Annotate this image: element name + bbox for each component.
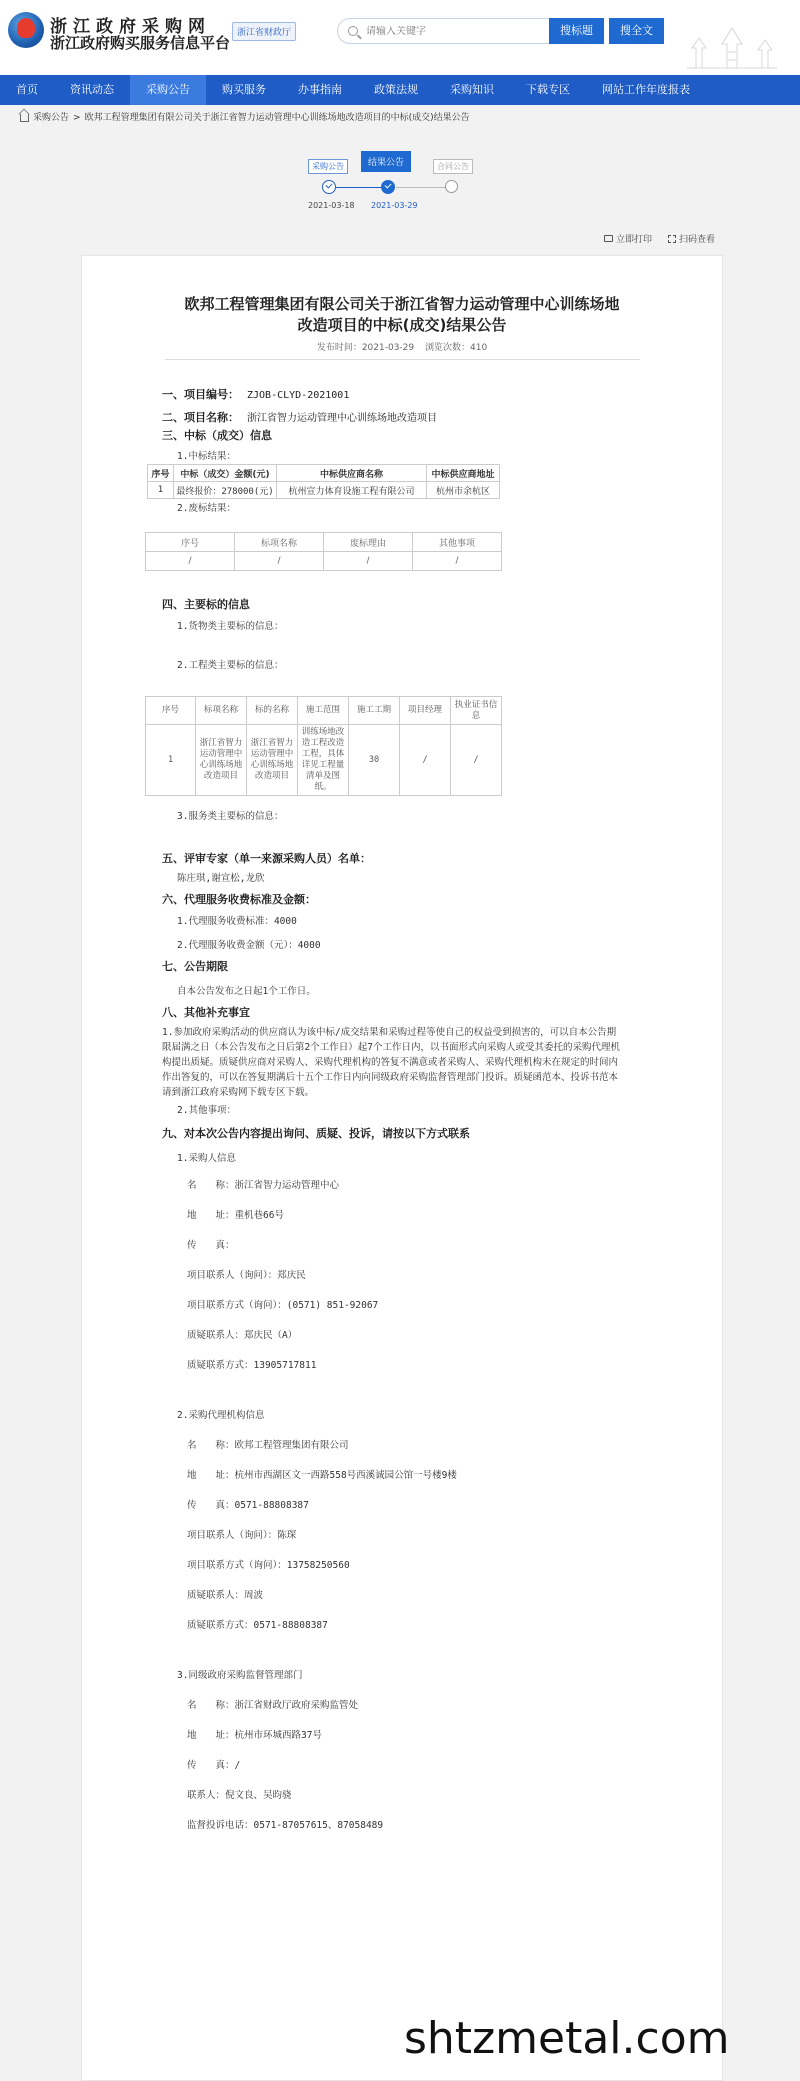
step-contract-notice: 合同公告 xyxy=(433,159,473,174)
table-header: 施工范围 xyxy=(298,697,349,725)
table-row xyxy=(146,725,502,796)
title-divider xyxy=(165,359,640,360)
project-number: ZJOB-CLYD-2021001 xyxy=(247,390,350,401)
article-title-line2: 改造项目的中标(成交)结果公告 xyxy=(297,316,507,334)
step-dot-done xyxy=(322,180,336,194)
award-table xyxy=(147,464,500,499)
table-cell: 训练场地改造工程改造工程，具体详见工程量清单及图纸。 xyxy=(298,725,349,796)
agency-name: 名 称：欧邦工程管理集团有限公司 xyxy=(187,1440,349,1451)
search-input[interactable] xyxy=(366,26,536,37)
table-cell: 杭州市余杭区 xyxy=(427,482,500,499)
table-header: 执业证书信息 xyxy=(451,697,502,725)
table-header: 标的名称 xyxy=(247,697,298,725)
purchaser-name: 名 称：浙江省智力运动管理中心 xyxy=(187,1180,340,1191)
table-header: 标项名称 xyxy=(235,533,324,552)
table-cell: 1 xyxy=(148,482,174,499)
breadcrumb-separator: > xyxy=(73,113,81,123)
table-header: 序号 xyxy=(146,697,196,725)
table-cell: / xyxy=(324,552,413,571)
table-cell: / xyxy=(235,552,324,571)
print-label: 立即打印 xyxy=(615,235,652,245)
notice-period: 自本公告发布之日起1个工作日。 xyxy=(177,986,316,997)
table-header: 中标（成交）金额(元) xyxy=(174,465,277,482)
section-other-matters: 八、其他补充事宜 xyxy=(162,1006,250,1019)
table-cell: 1 xyxy=(146,725,196,796)
supervisor-address: 地 址：杭州市环城西路37号 xyxy=(187,1730,322,1741)
step-date-1: 2021-03-18 xyxy=(308,201,355,210)
table-cell: / xyxy=(451,725,502,796)
article-title-line1: 欧邦工程管理集团有限公司关于浙江省智力运动管理中心训练场地 xyxy=(184,295,620,313)
step-dot-current xyxy=(381,180,395,194)
supervisor-name: 名 称：浙江省财政厅政府采购监管处 xyxy=(187,1700,359,1711)
table-cell: / xyxy=(413,552,502,571)
section-label: 一、项目编号： xyxy=(162,388,239,401)
step-result-notice[interactable]: 结果公告 xyxy=(361,151,411,172)
goods-items-label: 1.货物类主要标的信息： xyxy=(177,621,284,632)
purchaser-fax: 传 真： xyxy=(187,1240,235,1251)
supervisor-contact: 联系人：倪文良、吴昀骁 xyxy=(187,1790,292,1801)
table-header-row xyxy=(146,697,502,725)
section-project-name xyxy=(162,409,437,425)
supervisor-complaint-phone: 监督投诉电话：0571-87057615、87058489 xyxy=(187,1820,384,1831)
table-row xyxy=(148,482,500,499)
breadcrumb xyxy=(0,105,800,131)
nav-download[interactable]: 下载专区 xyxy=(526,83,570,96)
agency-complaint-phone: 质疑联系方式：0571-88808387 xyxy=(187,1620,328,1631)
nav-policy[interactable]: 政策法规 xyxy=(374,83,418,96)
agency-contact-phone: 项目联系方式（询问）：13758250560 xyxy=(187,1560,350,1571)
main-nav xyxy=(0,75,800,105)
nav-knowledge[interactable]: 采购知识 xyxy=(450,83,494,96)
nav-procurement-notice[interactable]: 采购公告 xyxy=(130,75,206,105)
brand-title[interactable]: 浙江政府采购网 xyxy=(50,17,211,37)
step-procurement-notice[interactable]: 采购公告 xyxy=(308,159,348,174)
table-header: 施工工期 xyxy=(349,697,400,725)
supervisor-fax: 传 真：/ xyxy=(187,1760,241,1771)
table-header: 序号 xyxy=(148,465,174,482)
agency-fax: 传 真：0571-88808387 xyxy=(187,1500,309,1511)
agency-contact: 项目联系人（询问）：陈琛 xyxy=(187,1530,297,1541)
service-items-label: 3.服务类主要标的信息： xyxy=(177,811,284,822)
article-card xyxy=(81,255,723,2081)
section-award-info: 三、中标（成交）信息 xyxy=(162,429,272,442)
fee-amount: 2.代理服务收费金额（元）：4000 xyxy=(177,940,321,951)
step-line-2 xyxy=(396,187,446,188)
search-box xyxy=(337,18,550,44)
purchaser-complaint-phone: 质疑联系方式：13905717811 xyxy=(187,1360,317,1371)
scan-button[interactable] xyxy=(668,232,715,245)
home-icon xyxy=(20,114,29,122)
nav-guide[interactable]: 办事指南 xyxy=(298,83,342,96)
agency-info-title: 2.采购代理机构信息 xyxy=(177,1410,265,1421)
print-button[interactable] xyxy=(604,232,652,245)
nav-purchase-service[interactable]: 购买服务 xyxy=(222,83,266,96)
site-header xyxy=(0,0,800,75)
award-result-label: 1.中标结果： xyxy=(177,451,236,462)
purchaser-address: 地 址：重机巷66号 xyxy=(187,1210,284,1221)
other-matters-label: 2.其他事项： xyxy=(177,1105,236,1116)
pagoda-decoration-icon xyxy=(682,20,782,70)
table-cell: 杭州宣力体育设施工程有限公司 xyxy=(277,482,427,499)
table-header: 序号 xyxy=(146,533,235,552)
purchaser-info-title: 1.采购人信息 xyxy=(177,1153,236,1164)
table-cell: / xyxy=(400,725,451,796)
agency-complaint-contact: 质疑联系人：周波 xyxy=(187,1590,264,1601)
section-main-items: 四、主要标的信息 xyxy=(162,598,250,611)
search-icon xyxy=(348,26,358,36)
scan-label: 扫码查看 xyxy=(678,235,715,245)
breadcrumb-current: 欧邦工程管理集团有限公司关于浙江省智力运动管理中心训练场地改造项目的中标(成交)结果公告 xyxy=(84,113,470,123)
table-header: 其他事项 xyxy=(413,533,502,552)
notice-progress xyxy=(0,131,800,231)
failed-bid-table xyxy=(145,532,502,571)
agency-address: 地 址：杭州市西湖区文一西路558号西溪诚园公馆一号楼9楼 xyxy=(187,1470,457,1481)
section-contacts: 九、对本次公告内容提出询问、质疑、投诉，请按以下方式联系 xyxy=(162,1127,470,1140)
project-name: 浙江省智力运动管理中心训练场地改造项目 xyxy=(247,413,437,424)
table-cell: / xyxy=(146,552,235,571)
table-cell: 30 xyxy=(349,725,400,796)
expert-names: 陈庄琪,谢宣松,龙欣 xyxy=(177,873,265,884)
supervisor-info-title: 3.同级政府采购监督管理部门 xyxy=(177,1670,303,1681)
article-title xyxy=(82,294,722,336)
fee-standard: 1.代理服务收费标准：4000 xyxy=(177,916,297,927)
section-label: 二、项目名称： xyxy=(162,411,239,424)
article-meta xyxy=(82,340,722,353)
table-header: 中标供应商地址 xyxy=(427,465,500,482)
view-count: 浏览次数：410 xyxy=(425,343,488,353)
table-cell: 浙江省智力运动管理中心训练场地改造项目 xyxy=(196,725,247,796)
section-notice-period: 七、公告期限 xyxy=(162,960,228,973)
purchaser-contact: 项目联系人（询问）：郑庆民 xyxy=(187,1270,306,1281)
brand-subtitle[interactable]: 浙江政府购买服务信息平台 xyxy=(50,34,231,52)
engineering-table xyxy=(145,696,502,796)
watermark: shtzmetal.com xyxy=(404,2013,730,2064)
publish-time: 发布时间：2021-03-29 xyxy=(316,343,415,353)
article-tools xyxy=(604,232,715,245)
search-fulltext-button[interactable]: 搜全文 xyxy=(609,18,664,44)
step-date-2: 2021-03-29 xyxy=(371,201,418,210)
purchaser-complaint-contact: 质疑联系人：郑庆民（A） xyxy=(187,1330,298,1341)
table-header: 项目经理 xyxy=(400,697,451,725)
table-header: 中标供应商名称 xyxy=(277,465,427,482)
step-dot-pending xyxy=(445,180,458,193)
table-header-row xyxy=(148,465,500,482)
section-agency-fee: 六、代理服务收费标准及金额： xyxy=(162,893,316,906)
qrcode-icon xyxy=(668,235,676,243)
engineering-items-label: 2.工程类主要标的信息： xyxy=(177,660,284,671)
site-logo[interactable] xyxy=(8,12,44,48)
section-experts: 五、评审专家（单一来源采购人员）名单： xyxy=(162,852,371,865)
department-badge[interactable]: 浙江省财政厅 xyxy=(232,22,296,41)
failed-bid-label: 2.废标结果： xyxy=(177,503,236,514)
table-cell: 浙江省智力运动管理中心训练场地改造项目 xyxy=(247,725,298,796)
nav-news[interactable]: 资讯动态 xyxy=(70,83,114,96)
section-project-number xyxy=(162,386,349,402)
table-header-row xyxy=(146,533,502,552)
nav-annual-report[interactable]: 网站工作年度报表 xyxy=(602,83,690,96)
table-row xyxy=(146,552,502,571)
nav-home[interactable]: 首页 xyxy=(16,83,38,96)
breadcrumb-home[interactable]: 采购公告 xyxy=(33,113,70,123)
table-cell: 最终报价：278000(元) xyxy=(174,482,277,499)
complaint-instructions: 1.参加政府采购活动的供应商认为该中标/成交结果和采购过程等使自己的权益受到损害的，可以自本公告期限届满之日（本公告发布之日后第2个工作日）起7个工作日内，以书面形式向采购人或受其委托的采购代理机构提出质疑。质疑供应商对采购人、采购代理机构的答复不满意或者采购人、采购代理机构未在规定的时间内作出答复的，可以在答复期满后十五个工作日内向同级政府采购监督管理部门投诉。质疑函范本、投诉书范本请到浙江政府采购网下载专区下载。 xyxy=(162,1027,620,1098)
table-header: 废标理由 xyxy=(324,533,413,552)
purchaser-contact-phone: 项目联系方式（询问）：(0571) 851-92067 xyxy=(187,1300,379,1311)
printer-icon xyxy=(604,235,613,242)
table-header: 标项名称 xyxy=(196,697,247,725)
search-title-button[interactable]: 搜标题 xyxy=(549,18,604,44)
